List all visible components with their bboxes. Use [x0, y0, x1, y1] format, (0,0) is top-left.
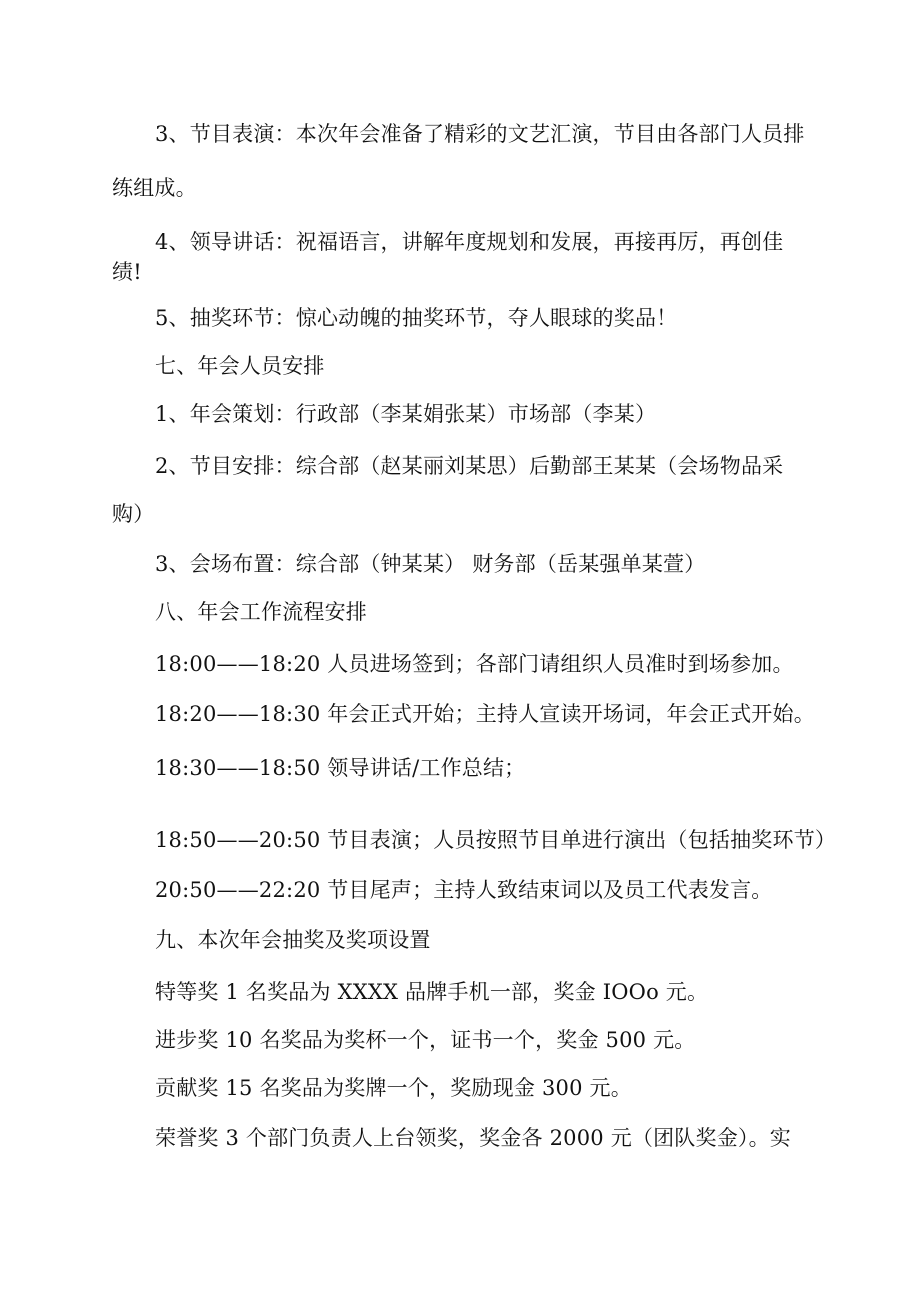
paragraph-planning: 1、年会策划：行政部（李某娟张某）市场部（李某）	[155, 402, 657, 426]
paragraph-leader-speech: 4、领导讲话：祝福语言，讲解年度规划和发展，再接再厉，再创佳	[155, 230, 784, 254]
paragraph-program-performance: 3、节目表演：本次年会准备了精彩的文艺汇演，节目由各部门人员排	[155, 122, 805, 146]
paragraph-lottery: 5、抽奖环节：惊心动魄的抽奖环节，夺人眼球的奖品！	[155, 306, 678, 330]
paragraph-venue-setup: 3、会场布置：综合部（钟某某） 财务部（岳某强单某萱）	[155, 552, 706, 576]
schedule-item-performance: 18:50——20:50 节目表演；人员按照节目单进行演出（包括抽奖环节）	[155, 828, 837, 852]
award-honor: 荣誉奖 3 个部门负责人上台领奖，奖金各 2000 元（团队奖金）。实	[155, 1126, 792, 1150]
award-progress: 进步奖 10 名奖品为奖杯一个，证书一个，奖金 500 元。	[155, 1028, 696, 1052]
paragraph-program-performance-cont: 练组成。	[112, 176, 197, 200]
schedule-item-speech: 18:30——18:50 领导讲话/工作总结；	[155, 756, 526, 780]
schedule-item-closing: 20:50——22:20 节目尾声；主持人致结束词以及员工代表发言。	[155, 878, 773, 902]
heading-workflow: 八、年会工作流程安排	[155, 600, 367, 624]
heading-staff-arrangement: 七、年会人员安排	[155, 354, 325, 378]
schedule-item-opening: 18:20——18:30 年会正式开始；主持人宣读开场词，年会正式开始。	[155, 702, 815, 726]
award-grand-prize: 特等奖 1 名奖品为 XXXX 品牌手机一部，奖金 IOOo 元。	[155, 980, 709, 1004]
award-contribution: 贡献奖 15 名奖品为奖牌一个，奖励现金 300 元。	[155, 1076, 632, 1100]
schedule-item-checkin: 18:00——18:20 人员进场签到；各部门请组织人员准时到场参加。	[155, 652, 794, 676]
paragraph-program-arrangement-cont: 购）	[112, 502, 155, 526]
paragraph-program-arrangement: 2、节目安排：综合部（赵某丽刘某思）后勤部王某某（会场物品采	[155, 454, 784, 478]
heading-awards: 九、本次年会抽奖及奖项设置	[155, 928, 431, 952]
paragraph-leader-speech-cont: 绩!	[112, 260, 142, 284]
